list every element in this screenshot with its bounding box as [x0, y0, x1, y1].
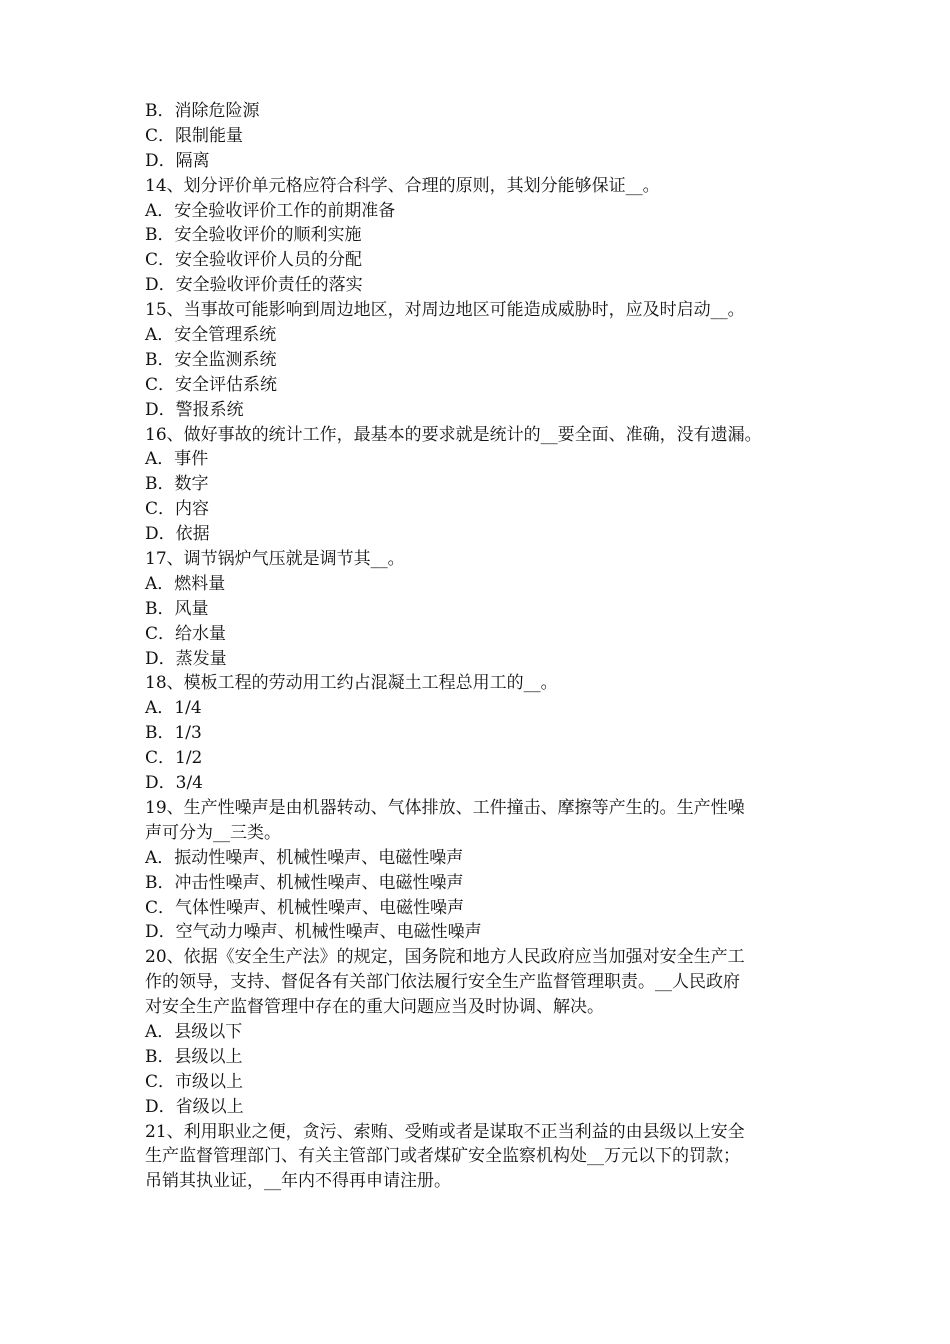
q15-option-c: C．安全评估系统 [145, 374, 278, 395]
question-20-line-3: 对安全生产监督管理中存在的重大问题应当及时协调、解决。 [145, 997, 604, 1018]
q16-option-b: B．数字 [145, 474, 209, 495]
question-19-line-1: 19、生产性噪声是由机器转动、气体排放、工件撞击、摩擦等产生的。生产性噪 [145, 797, 745, 818]
q18-option-d: D．3/4 [145, 773, 203, 794]
question-14: 14、划分评价单元格应符合科学、合理的原则，其划分能够保证__。 [145, 175, 660, 196]
q14-option-a: A．安全验收评价工作的前期准备 [145, 200, 396, 221]
q14-option-b: B．安全验收评价的顺利实施 [145, 225, 362, 246]
q20-option-a: A．县级以下 [145, 1021, 243, 1042]
option-d-line: D．隔离 [145, 150, 210, 171]
document-body [145, 99, 817, 1194]
q17-option-d: D．蒸发量 [145, 648, 227, 669]
q17-option-c: C．给水量 [145, 623, 227, 644]
q16-option-d: D．依据 [145, 524, 210, 545]
q18-option-c: C．1/2 [145, 748, 203, 769]
question-21-line-1: 21、利用职业之便，贪污、索贿、受贿或者是谋取不正当利益的由县级以上安全 [145, 1121, 745, 1142]
q20-option-d: D．省级以上 [145, 1096, 244, 1117]
question-15: 15、当事故可能影响到周边地区，对周边地区可能造成威胁时，应及时启动__。 [145, 300, 745, 321]
q15-option-b: B．安全监测系统 [145, 349, 277, 370]
question-18: 18、模板工程的劳动用工约占混凝土工程总用工的__。 [145, 673, 558, 694]
q18-option-b: B．1/3 [145, 723, 202, 744]
q19-option-a: A．振动性噪声、机械性噪声、电磁性噪声 [145, 847, 464, 868]
question-21-line-3: 吊销其执业证，__年内不得再申请注册。 [145, 1171, 451, 1192]
question-16: 16、做好事故的统计工作，最基本的要求就是统计的__要全面、准确，没有遗漏。 [145, 424, 762, 445]
q20-option-b: B．县级以上 [145, 1046, 243, 1067]
q14-option-c: C．安全验收评价人员的分配 [145, 250, 363, 271]
q16-option-a: A．事件 [145, 449, 209, 470]
option-b-line: B．消除危险源 [145, 101, 260, 121]
question-19-line-2: 声可分为__三类。 [145, 822, 281, 843]
q15-option-d: D．警报系统 [145, 399, 244, 420]
q17-option-b: B．风量 [145, 598, 209, 619]
question-20-line-2: 作的领导，支持、督促各有关部门依法履行安全生产监督管理职责。__人民政府 [145, 972, 740, 993]
question-21-line-2: 生产监督管理部门、有关主管部门或者煤矿安全监察机构处__万元以下的罚款； [145, 1146, 740, 1167]
question-17: 17、调节锅炉气压就是调节其__。 [145, 549, 405, 570]
option-c-line: C．限制能量 [145, 125, 244, 146]
q16-option-c: C．内容 [145, 499, 210, 520]
q19-option-c: C．气体性噪声、机械性噪声、电磁性噪声 [145, 897, 465, 918]
q14-option-d: D．安全验收评价责任的落实 [145, 275, 363, 296]
q15-option-a: A．安全管理系统 [145, 325, 277, 346]
q17-option-a: A．燃料量 [145, 573, 226, 594]
q18-option-a: A．1/4 [145, 698, 202, 719]
q19-option-b: B．冲击性噪声、机械性噪声、电磁性噪声 [145, 872, 464, 893]
question-20-line-1: 20、依据《安全生产法》的规定，国务院和地方人民政府应当加强对安全生产工 [145, 947, 745, 968]
q19-option-d: D．空气动力噪声、机械性噪声、电磁性噪声 [145, 922, 482, 943]
q20-option-c: C．市级以上 [145, 1071, 244, 1092]
